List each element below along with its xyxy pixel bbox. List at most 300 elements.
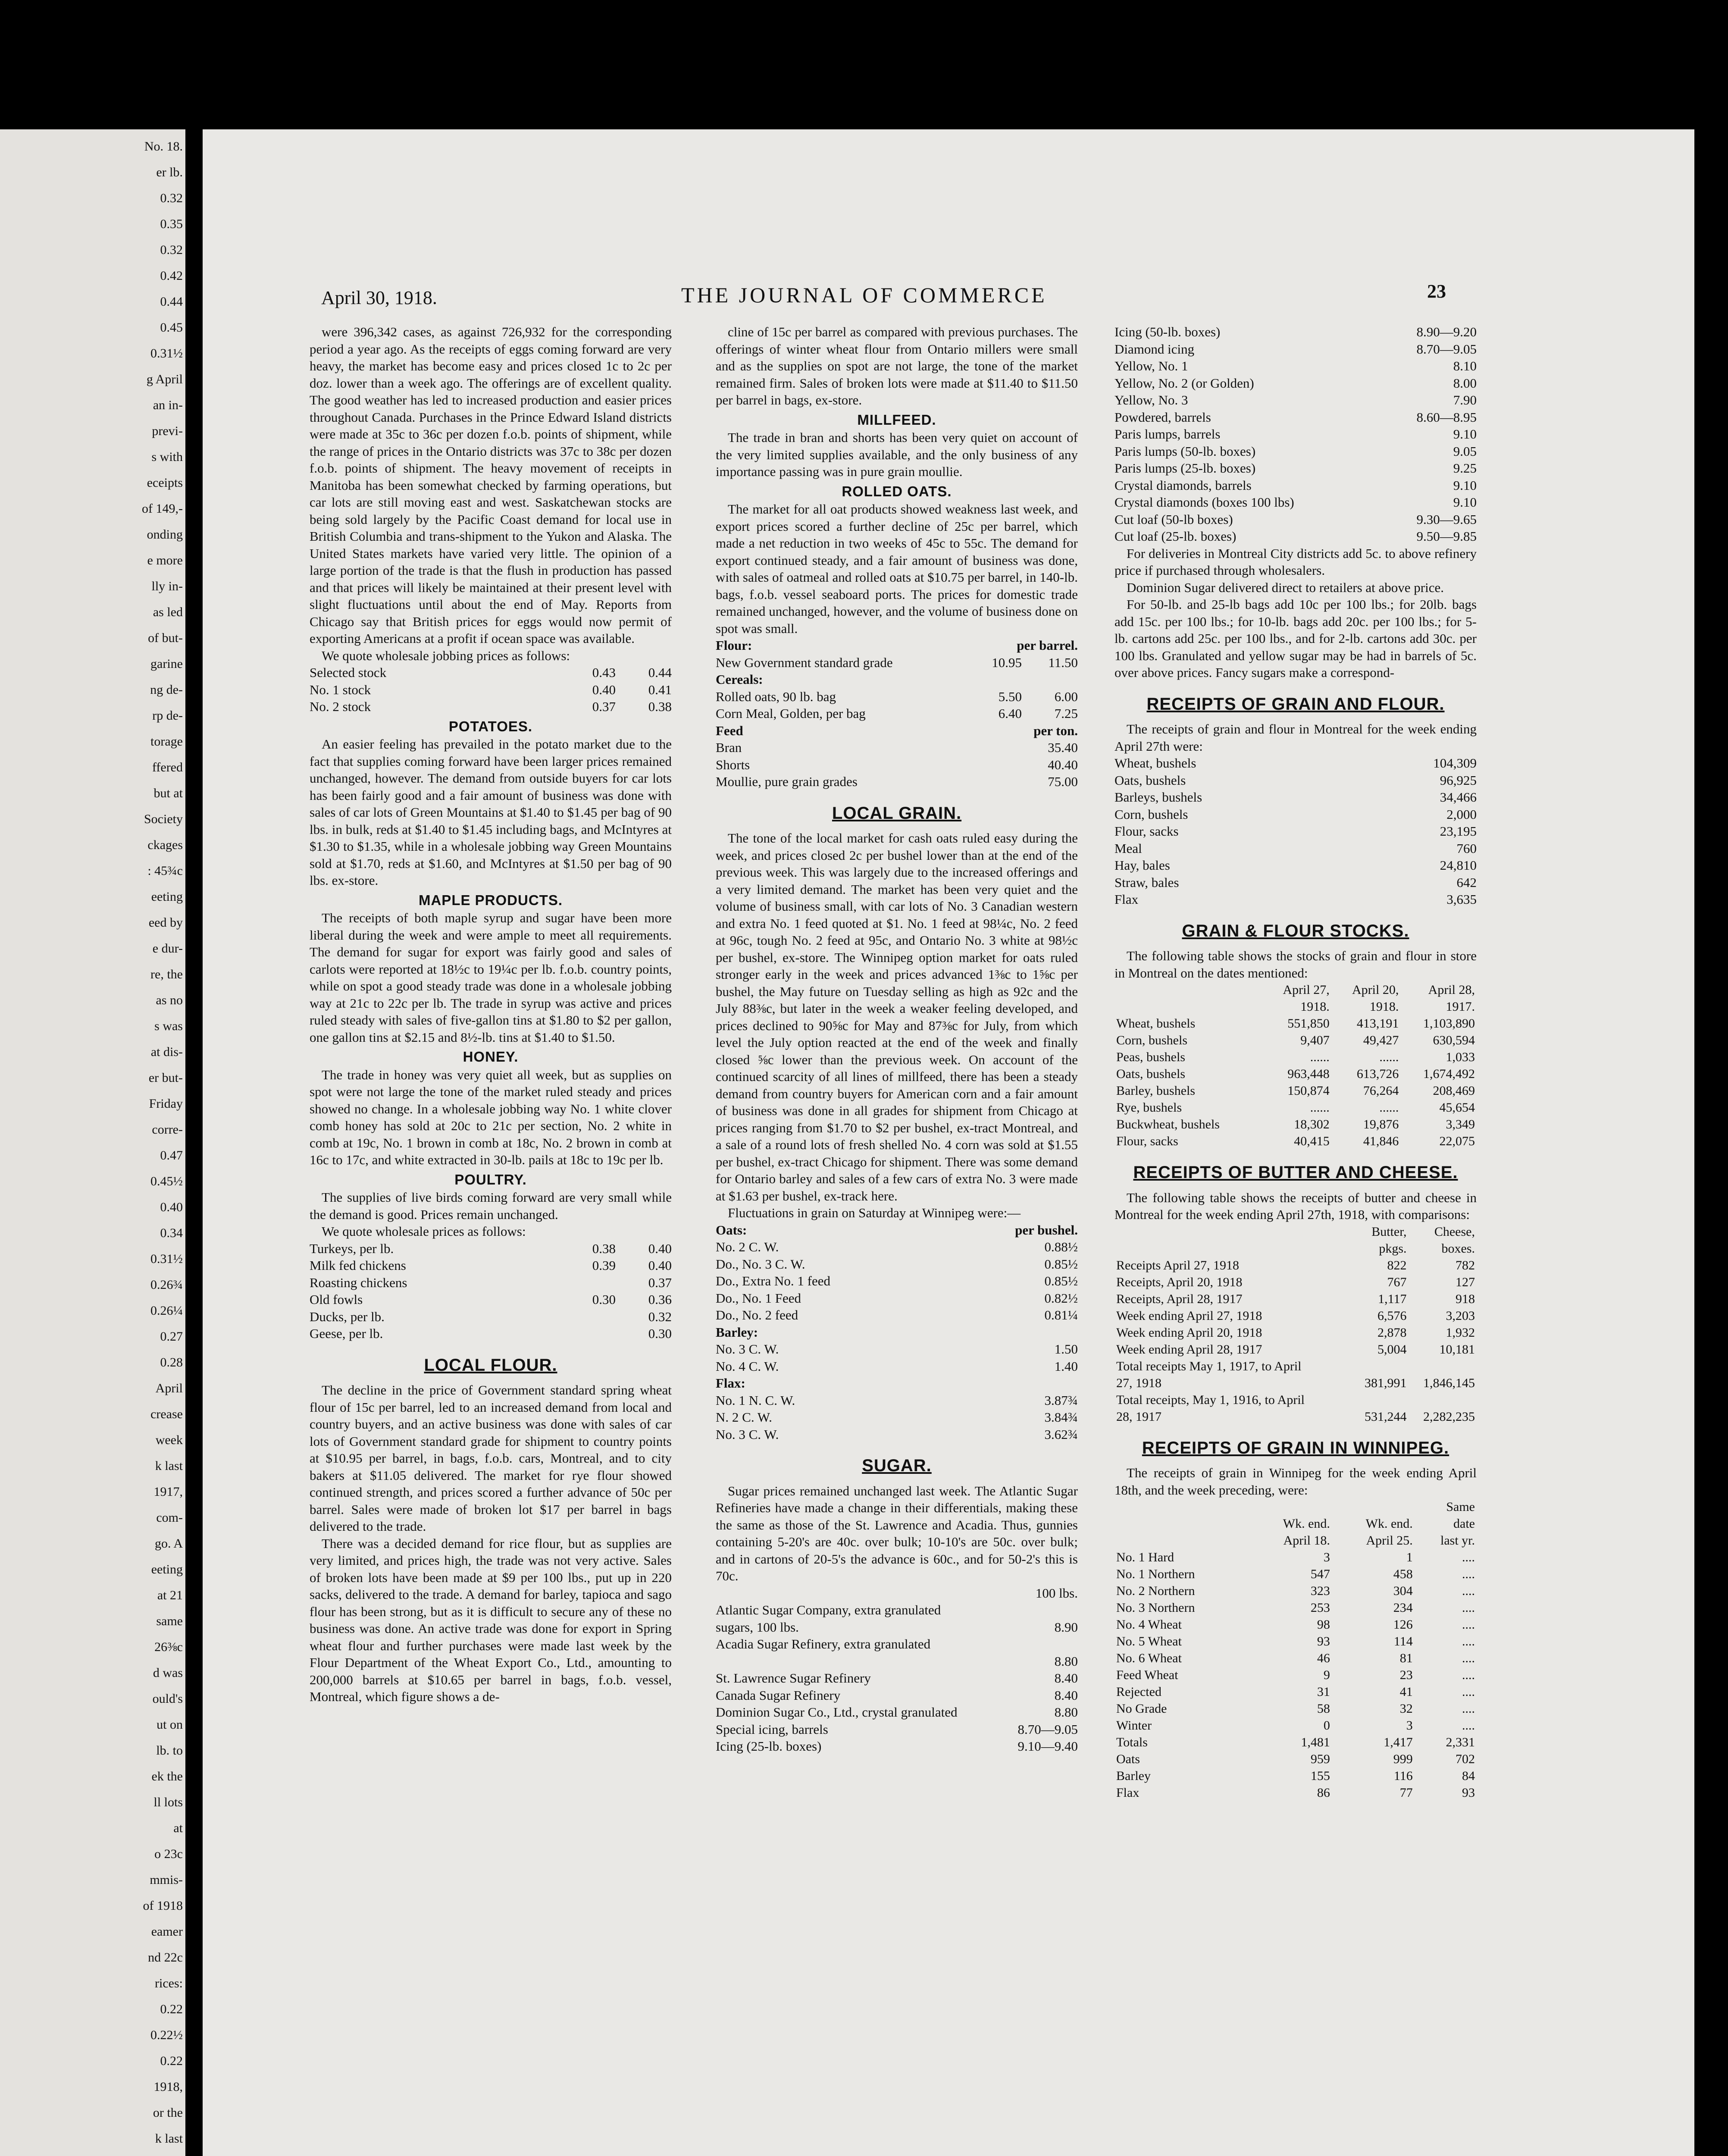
feed-price-list <box>716 739 1078 790</box>
local-flour-paragraph-1: The decline in the price of Government standard spring wheat flour of 15c per barrel, led to an increased demand from local and country buyers, and an active business was done with sales of car lots of Government standard grade for shipment to country points at $10.95 per barrel, in bags, f.o.b. cars, Montreal, and to city bakers at $11.05 delivered. The market for rye flour showed continued strength, and prices scored a further advance of 50c per barrel. Sales were made of broken lot $17 per barrel in bags delivered to the trade. <box>310 1382 672 1534</box>
row-value: 5.50 <box>998 689 1022 704</box>
butter-cheese-intro: The following table shows the receipts of butter and cheese in Montreal for the week ending April 27th, 1918, with comparisons: <box>1114 1190 1477 1222</box>
sugar-price-row <box>1114 494 1477 511</box>
row-label: No. 3 C. W. <box>716 1341 779 1357</box>
table-cell: Buckwheat, bushels <box>1116 1117 1220 1131</box>
table-cell: Receipts, April 28, 1917 <box>1116 1291 1243 1306</box>
adjacent-page-text: 0.28 <box>160 1355 183 1369</box>
oats-subhead: Oats: per bushel. <box>716 1222 1078 1238</box>
poultry-quote-intro: We quote wholesale prices as follows: <box>322 1224 526 1239</box>
millfeed-paragraph: The trade in bran and shorts has been very quiet on account of the very limited supplies available, and the only business of any importance passing was in pure grain moullie. <box>716 430 1078 479</box>
table-cell: 304 <box>1393 1584 1413 1598</box>
adjacent-page-text: corre- <box>152 1122 183 1137</box>
row-value: 3,635 <box>1446 892 1477 907</box>
table-cell: 3 <box>1323 1550 1330 1564</box>
feed-subhead: Feed per ton. <box>716 723 1078 738</box>
receipts-row <box>1114 840 1477 857</box>
butter-cheese-row <box>1114 1257 1477 1274</box>
row-value: 6.00 <box>1054 689 1078 704</box>
adjacent-page-text: 0.42 <box>160 269 183 283</box>
row-label: sugars, 100 lbs. <box>716 1619 799 1635</box>
row-value: 0.44 <box>648 665 672 680</box>
table-cell: 40,415 <box>1294 1134 1330 1148</box>
row-value: 40.40 <box>1048 757 1078 772</box>
row-label: Cut loaf (50-lb boxes) <box>1114 511 1233 527</box>
column-3 <box>1114 323 1477 1801</box>
sugar-price-row <box>1114 443 1477 460</box>
table-cell: .... <box>1462 1702 1475 1716</box>
table-cell: 999 <box>1393 1752 1413 1766</box>
stocks-row <box>1114 1049 1477 1065</box>
row-value: 23,195 <box>1440 824 1477 839</box>
table-header-row <box>1114 981 1477 998</box>
adjacent-page-text: 0.47 <box>160 1148 183 1163</box>
sugar-price-list-continued <box>1114 323 1477 545</box>
adjacent-page-text: but at <box>153 786 183 800</box>
butter-cheese-row <box>1114 1274 1477 1291</box>
row-value: 8.00 <box>1453 375 1477 391</box>
sugar-price-row <box>1114 528 1477 545</box>
row-value: 0.32 <box>648 1309 672 1324</box>
oats-price-row <box>716 1238 1078 1256</box>
table-cell: .... <box>1462 1718 1475 1733</box>
flax-price-list <box>716 1392 1078 1443</box>
table-cell: 531,244 <box>1365 1409 1407 1424</box>
winnipeg-total-row <box>1114 1767 1477 1784</box>
honey-paragraph: The trade in honey was very quiet all week, but as supplies on spot were not large the tone of the market ruled steady and prices showed no change. In a wholesale jobbing way No. 1 white clover comb honey has sold at 20c to 21c per section, No. 2 white in comb at 19c, No. 1 brown in comb at 18c, No. 2 brown in comb at 16c to 17c, and white extracted in 30-lb. pails at 18c to 19c per lb. <box>310 1067 672 1167</box>
butter-cheese-heading: RECEIPTS OF BUTTER AND CHEESE. <box>1133 1163 1458 1182</box>
table-header-cell: Cheese, <box>1434 1224 1475 1239</box>
table-cell: 918 <box>1456 1291 1475 1306</box>
adjacent-page-text: previ- <box>152 424 183 438</box>
table-cell: 9 <box>1323 1668 1330 1682</box>
table-header-cell <box>1114 1240 1352 1257</box>
row-label: Moullie, pure grain grades <box>716 774 858 789</box>
grain-flour-stocks-intro: The following table shows the stocks of grain and flour in store in Montreal on the dates mentioned: <box>1114 948 1477 981</box>
adjacent-page-text: eeting <box>151 1562 183 1576</box>
butter-cheese-row <box>1114 1408 1477 1425</box>
journal-title: THE JOURNAL OF COMMERCE <box>681 283 1047 307</box>
table-cell: 84 <box>1462 1769 1475 1783</box>
butter-cheese-row <box>1114 1307 1477 1324</box>
table-cell <box>1409 1358 1477 1375</box>
adjacent-page-text: Friday <box>149 1097 183 1111</box>
table-header-cell: last yr. <box>1440 1533 1475 1548</box>
row-value: 0.39 <box>592 1258 616 1273</box>
table-cell: 18,302 <box>1294 1117 1330 1131</box>
potatoes-paragraph: An easier feeling has prevailed in the potato market due to the fact that supplies coming forward have been larger prices remained unchanged, however. The demand from outside buyers for car lots has been fairly good and a fair amount of business was done with sales of car lots of Green Mountains at $1.40 to $1.45 per bag of 90 lbs. in bulk, reds at $1.40 to $1.45 including bags, and McIntyres at $1.30 to $1.35, while in a wholesale jobbing way Green Mountains sold at $1.70, reds at $1.60, and McIntyres at $1.50 per bag of 90 lbs. ex-store. <box>310 736 672 888</box>
sugar-bag-note: For 50-lb. and 25-lb bags add 10c per 100 lbs.; for 20lb. bags add 15c. per 100 lbs.; for 10-lb. bags add 20c. per 100 lbs.; for 5-lb. cartons add 25c. per 100 lbs., and for 2-lb. cartons add 30c. per 100 lbs. Granulated and yellow sugar may be had in barrels of 5c. over above prices. Fancy sugars make a correspond- <box>1114 597 1477 680</box>
table-cell: 41,846 <box>1363 1134 1399 1148</box>
sugar-heading: SUGAR. <box>862 1456 932 1475</box>
rolled-oats-paragraph: The market for all oat products showed weakness last week, and export prices scored a further decline of 25c per barrel, which made a net reduction in two weeks of 45c to 55c. The demand for export continued steady, and a fair amount of business was done, with sales of oatmeal and rolled oats at $10.75 per barrel, in 140-lb. bags, f.o.b. vessel seaboard ports. The prices for domestic trade remained unchanged, however, and the volume of business done on spot was small. <box>716 501 1078 636</box>
sugar-paragraph: Sugar prices remained unchanged last week. The Atlantic Sugar Refineries have made a change in their differentials, making these the same as those of the St. Lawrence and Acadia. Thus, gunnies containing 5-20's are 40c. over bulk; 10-10's are 50c. over bulk; and in cartons of 20-5's the advance is 60c., and for 50-2's this is 70c. <box>716 1483 1078 1583</box>
row-value: 0.36 <box>648 1292 672 1307</box>
adjacent-page-text: 0.34 <box>160 1226 183 1240</box>
table-cell: 98 <box>1317 1617 1330 1632</box>
table-cell: 1,932 <box>1446 1325 1475 1340</box>
row-value <box>1005 1636 1078 1653</box>
row-label: Corn, bushels <box>1114 806 1188 822</box>
table-cell: 1,481 <box>1301 1735 1330 1749</box>
table-cell: 381,991 <box>1365 1376 1407 1390</box>
poultry-price-row <box>310 1291 672 1308</box>
adjacent-page-text: 0.26¾ <box>150 1278 183 1292</box>
adjacent-page-text: at <box>173 1821 183 1835</box>
row-value: 8.40 <box>1054 1687 1078 1703</box>
maple-heading: MAPLE PRODUCTS. <box>418 892 563 908</box>
row-label: Flax <box>1114 892 1139 907</box>
table-header-cell: April 27, <box>1283 983 1330 997</box>
table-cell: ...... <box>1310 1100 1330 1115</box>
row-label: Shorts <box>716 757 750 772</box>
sugar-price-row <box>716 1636 1078 1653</box>
flax-subhead: Flax: <box>716 1376 745 1391</box>
table-cell: 0 <box>1323 1718 1330 1733</box>
adjacent-page-text: 0.27 <box>160 1329 183 1344</box>
row-label: Crystal diamonds, barrels <box>1114 477 1252 493</box>
column-2 <box>716 323 1078 1755</box>
adjacent-page-text: ffered <box>152 760 183 774</box>
column-1 <box>310 323 672 1705</box>
poultry-price-row <box>310 1257 672 1274</box>
table-cell: Receipts April 27, 1918 <box>1116 1258 1239 1272</box>
adjacent-page-text: go. A <box>154 1536 183 1551</box>
table-cell: 782 <box>1456 1258 1475 1272</box>
sugar-price-row <box>716 1704 1078 1721</box>
row-value: 104,309 <box>1433 755 1477 771</box>
adjacent-page-text: 0.45 <box>160 320 183 335</box>
winnipeg-row <box>1114 1616 1477 1633</box>
adjacent-page-text: rices: <box>155 1976 183 1990</box>
table-cell: .... <box>1462 1651 1475 1665</box>
adjacent-page-text: s with <box>151 450 183 464</box>
adjacent-page-text: 1918, <box>153 2080 183 2094</box>
row-value <box>1005 1601 1078 1619</box>
row-label: Roasting chickens <box>310 1275 407 1290</box>
sugar-price-row <box>716 1721 1078 1738</box>
feed-price-row <box>716 739 1078 756</box>
table-cell: 3,349 <box>1446 1117 1475 1131</box>
table-cell: Rejected <box>1116 1685 1161 1699</box>
table-cell: 28, 1917 <box>1116 1409 1161 1424</box>
table-header-cell <box>1114 998 1262 1015</box>
row-value: 35.40 <box>1048 740 1078 755</box>
sugar-price-row <box>1114 357 1477 375</box>
table-header-row <box>1114 1532 1477 1549</box>
table-header-row <box>1114 998 1477 1015</box>
table-header-cell: Wk. end. <box>1283 1517 1330 1531</box>
winnipeg-row <box>1114 1583 1477 1599</box>
adjacent-page-text: nd 22c <box>148 1950 183 1965</box>
row-label: Selected stock <box>310 665 387 680</box>
row-label: Paris lumps (25-lb. boxes) <box>1114 461 1256 476</box>
row-label: Do., No. 1 Feed <box>716 1290 801 1306</box>
row-value: 9.10 <box>1453 477 1477 493</box>
table-cell: 76,264 <box>1363 1084 1399 1098</box>
winnipeg-row <box>1114 1700 1477 1717</box>
winnipeg-fluctuations-intro: Fluctuations in grain on Saturday at Winnipeg were:— <box>728 1205 1021 1220</box>
row-value: 9.10 <box>1453 495 1477 510</box>
row-label: Icing (25-lb. boxes) <box>716 1739 822 1754</box>
row-label: Ducks, per lb. <box>310 1309 385 1324</box>
barley-price-row <box>716 1358 1078 1375</box>
row-value: 9.30—9.65 <box>1416 511 1477 527</box>
stocks-row <box>1114 1032 1477 1049</box>
winnipeg-row <box>1114 1650 1477 1667</box>
table-cell: Total receipts, May 1, 1916, to April <box>1116 1392 1305 1407</box>
flax-price-row <box>716 1392 1078 1409</box>
table-cell: 116 <box>1393 1769 1413 1783</box>
receipts-grain-flour-list <box>1114 755 1477 908</box>
winnipeg-row <box>1114 1599 1477 1616</box>
winnipeg-row <box>1114 1566 1477 1583</box>
table-cell: 3 <box>1406 1718 1413 1733</box>
table-cell: Oats <box>1116 1752 1140 1766</box>
table-cell: 45,654 <box>1439 1100 1475 1115</box>
local-flour-paragraph-2: There was a decided demand for rice flour, but as supplies are very limited, and prices high, the trade was not very active. Sales of broken lots have been made at $9 per 100 lbs., put up in 220 sacks, delivered to the trade. A demand for barley, tapioca and sago flour has been strong, but as it is difficult to secure any of these no business was done. An active trade was done for export in Spring wheat flour and further purchases were made last week by the Flour Department of the Wheat Export Co., Ltd., amounting to 200,000 barrels at $10.65 per barrel in bags, f.o.b. vessel, Montreal, which figure shows a de- <box>310 1536 672 1704</box>
row-label: Yellow, No. 3 <box>1114 392 1188 407</box>
winnipeg-row <box>1114 1683 1477 1700</box>
eggs-price-row <box>310 698 672 715</box>
local-grain-paragraph: The tone of the local market for cash oats ruled easy during the week, and prices closed 2c per bushel lower than at the end of the previous week. This was largely due to the increased offerings and a very limited demand. The market has been very quiet and the volume of business small, with car lots of No. 3 Canadian western and extra No. 1 feed quoted at $1. No. 1 feed at 98¼c, No. 2 feed at 96c, tough No. 2 feed at 95c, and Ontario No. 3 white at 98½c per bushel, ex-store. The Winnipeg option market for oats ruled stronger early in the week and prices advanced 1⅜c to 1⅝c per bushel, the May future on Tuesday selling as high as 92c and the July 88⅜c, but later in the week a weaker feeling developed, and prices declined to 90⅝c for May and 87⅜c for July, from which level the July option reacted at the end of the week and finally closed ⅝c lower than the previous week. On account of the continued scarcity of all lines of millfeed, there has been a steady demand from country buyers for American corn and a fair amount of business was done in all grades for shipment from Chicago at prices ranging from $1.70 to $2 per bushel, ex-tract Montreal, and a sale of a round lots of fresh shelled No. 4 corn was sold at $1.55 per bushel, ex-tract Chicago for shipment. There was some demand for Ontario barley and sales of a few cars of extra No. 3 were made at $1.63 per bushel, ex-track here. <box>716 830 1078 1203</box>
row-label: Do., Extra No. 1 feed <box>716 1273 830 1288</box>
adjacent-page-text: eeting <box>151 890 183 904</box>
row-label: No. 2 stock <box>310 699 371 714</box>
table-cell: No. 6 Wheat <box>1116 1651 1182 1665</box>
table-cell: Week ending April 28, 1917 <box>1116 1342 1262 1357</box>
row-value: 8.80 <box>1054 1653 1078 1669</box>
adjacent-page-text: o 23c <box>154 1847 183 1861</box>
table-cell: 3,203 <box>1446 1308 1475 1323</box>
table-header-cell: boxes. <box>1441 1241 1475 1256</box>
table-cell: Oats, bushels <box>1116 1067 1185 1081</box>
row-value: 9.25 <box>1453 461 1477 476</box>
stocks-row <box>1114 1133 1477 1150</box>
oats-price-row <box>716 1256 1078 1273</box>
butter-cheese-table <box>1114 1223 1477 1425</box>
poultry-price-row <box>310 1274 672 1291</box>
row-value: 0.41 <box>648 682 672 697</box>
adjacent-page-text: er but- <box>148 1071 183 1085</box>
adjacent-page-text: 0.22½ <box>150 2028 183 2042</box>
adjacent-page-text: same <box>156 1614 183 1628</box>
row-value: 7.25 <box>1054 706 1078 721</box>
barley-price-row <box>716 1341 1078 1358</box>
flour-continued-paragraph: cline of 15c per barrel as compared with previous purchases. The offerings of winter wheat flour from Ontario millers were small and as the supplies on spot are not large, the tone of the market remained firm. Sales of broken lots were made at $11.40 to $11.50 per barrel in bags, ex-store. <box>716 324 1078 407</box>
table-cell: No. 4 Wheat <box>1116 1617 1182 1632</box>
table-cell: 2,331 <box>1446 1735 1475 1749</box>
rolled-oats-heading: ROLLED OATS. <box>842 483 952 499</box>
adjacent-page-text: 0.31½ <box>150 346 183 360</box>
table-cell: Rye, bushels <box>1116 1100 1182 1115</box>
sugar-price-row <box>716 1670 1078 1687</box>
table-cell: 126 <box>1393 1617 1413 1632</box>
butter-cheese-row <box>1114 1375 1477 1391</box>
table-cell: Winter <box>1116 1718 1152 1733</box>
table-cell <box>1352 1358 1409 1375</box>
dominion-sugar-note: Dominion Sugar delivered direct to retailers at above price. <box>1127 580 1444 595</box>
receipts-row <box>1114 823 1477 840</box>
table-cell: Barley <box>1116 1769 1151 1783</box>
row-label: No. 3 C. W. <box>716 1426 779 1442</box>
maple-paragraph: The receipts of both maple syrup and sugar have been more liberal during the week and were ample to meet all requirements. The demand for sugar for export was fairly good and sales of carlots were reported at 18½c to 19¼c per lb. f.o.b. country points, while on spot a good steady trade was done in a wholesale jobbing way at 21c to 22c per lb. The trade in syrup was active and prices ruled steady with sales of five-gallon tins at $1.80 to $2 per gallon, one gallon tins at $2.15 and 8½-lb. tins at $1.40 to $1.50. <box>310 910 672 1045</box>
poultry-price-row <box>310 1308 672 1326</box>
row-value: 0.40 <box>648 1241 672 1256</box>
receipts-row <box>1114 857 1477 874</box>
table-cell: 150,874 <box>1287 1084 1330 1098</box>
row-value: 6.40 <box>998 706 1022 721</box>
row-label: Paris lumps (50-lb. boxes) <box>1114 443 1256 459</box>
table-cell: 1,033 <box>1446 1050 1475 1064</box>
table-cell: 2,878 <box>1377 1325 1407 1340</box>
receipts-row <box>1114 772 1477 789</box>
table-cell: .... <box>1462 1668 1475 1682</box>
row-value: 8.10 <box>1453 358 1477 373</box>
table-cell: 19,876 <box>1363 1117 1399 1131</box>
row-label: Powdered, barrels <box>1114 409 1211 425</box>
oats-price-row <box>716 1272 1078 1290</box>
row-label: No. 1 stock <box>310 682 371 697</box>
adjacent-page-text: d was <box>153 1666 183 1680</box>
adjacent-page-text: lb. to <box>156 1743 183 1758</box>
table-header-cell <box>1114 1532 1249 1549</box>
sugar-price-row <box>716 1619 1078 1636</box>
row-label: Corn Meal, Golden, per bag <box>716 706 866 721</box>
row-value: 3.84¾ <box>1044 1410 1078 1425</box>
table-cell: 81 <box>1399 1651 1413 1665</box>
table-cell: 93 <box>1462 1786 1475 1800</box>
row-value <box>560 1325 616 1342</box>
table-cell: 10,181 <box>1439 1342 1475 1357</box>
row-label: St. Lawrence Sugar Refinery <box>716 1670 871 1686</box>
row-value: 2,000 <box>1446 806 1477 822</box>
table-cell: 49,427 <box>1363 1033 1399 1047</box>
row-value: 3.87¾ <box>1044 1392 1078 1408</box>
eggs-quote-intro: We quote wholesale jobbing prices as follows: <box>322 648 570 663</box>
row-label: Turkeys, per lb. <box>310 1241 394 1256</box>
sugar-price-row <box>716 1601 1078 1619</box>
row-label: No. 2 C. W. <box>716 1239 779 1254</box>
adjacent-page-text: k last <box>155 1459 183 1473</box>
receipts-grain-flour-heading: RECEIPTS OF GRAIN AND FLOUR. <box>1146 694 1445 714</box>
adjacent-page-text: 0.32 <box>160 191 183 205</box>
table-cell: .... <box>1462 1634 1475 1648</box>
winnipeg-total-row <box>1114 1751 1477 1767</box>
table-cell: 1,846,145 <box>1423 1376 1475 1390</box>
table-cell: 630,594 <box>1433 1033 1475 1047</box>
sugar-price-list <box>716 1601 1078 1755</box>
table-header-cell: April 20, <box>1352 983 1399 997</box>
row-value: 0.40 <box>592 682 616 697</box>
adjacent-page-text: 0.22 <box>160 2002 183 2016</box>
table-cell: Barley, bushels <box>1116 1084 1196 1098</box>
row-label: Diamond icing <box>1114 341 1195 357</box>
row-value: 8.60—8.95 <box>1416 409 1477 425</box>
row-value: 8.70—9.05 <box>1017 1721 1078 1737</box>
table-cell: ...... <box>1379 1100 1399 1115</box>
flax-price-row <box>716 1426 1078 1443</box>
receipts-row <box>1114 789 1477 806</box>
table-cell: 58 <box>1317 1702 1330 1716</box>
sugar-price-row <box>716 1687 1078 1704</box>
feed-price-row <box>716 756 1078 774</box>
table-header-cell: April 28, <box>1428 983 1475 997</box>
eggs-price-list <box>310 664 672 715</box>
flour-subhead: Flour: per barrel. <box>716 638 1078 653</box>
sugar-price-row <box>716 1738 1078 1755</box>
adjacent-page-text: 0.22 <box>160 2054 183 2068</box>
row-label <box>716 1653 1005 1670</box>
table-header-cell <box>1114 1498 1249 1515</box>
row-value: 0.40 <box>648 1258 672 1273</box>
row-label: Hay, bales <box>1114 858 1170 873</box>
table-cell: 822 <box>1387 1258 1407 1272</box>
adjacent-page-text: at dis- <box>150 1045 183 1059</box>
stocks-row <box>1114 1015 1477 1032</box>
adjacent-page-text: ek the <box>151 1769 183 1783</box>
adjacent-page-text: 0.31½ <box>150 1252 183 1266</box>
adjacent-page-text: er lb. <box>156 165 183 179</box>
row-value: 0.85½ <box>1044 1273 1078 1288</box>
row-value: 3.62¾ <box>1044 1426 1078 1442</box>
flax-price-row <box>716 1409 1078 1426</box>
row-value: 75.00 <box>1048 774 1078 789</box>
stocks-row <box>1114 1099 1477 1116</box>
page-number: 23 <box>1427 281 1446 302</box>
adjacent-page-text: of but- <box>148 631 183 645</box>
adjacent-page-text: ng de- <box>150 683 183 697</box>
row-label: Yellow, No. 2 (or Golden) <box>1114 375 1254 391</box>
table-header-cell: pkgs. <box>1379 1241 1407 1256</box>
adjacent-page-text: as no <box>156 993 183 1007</box>
table-cell: .... <box>1462 1567 1475 1581</box>
table-cell: ...... <box>1379 1050 1399 1064</box>
table-header-cell: 1917. <box>1446 1000 1475 1014</box>
adjacent-page-text: No. 18. <box>144 139 183 154</box>
adjacent-page-text: : 45¾c <box>147 864 183 878</box>
butter-cheese-row <box>1114 1358 1477 1375</box>
row-value: 9.50—9.85 <box>1416 529 1477 544</box>
table-cell: No. 1 Hard <box>1116 1550 1174 1564</box>
row-value: 24,810 <box>1440 858 1477 873</box>
row-label: Dominion Sugar Co., Ltd., crystal granulated <box>716 1705 958 1720</box>
table-cell: .... <box>1462 1601 1475 1615</box>
row-label: Meal <box>1114 840 1142 856</box>
table-cell: 1,417 <box>1384 1735 1413 1749</box>
sugar-unit-row: 100 lbs. <box>1035 1585 1078 1601</box>
table-cell: ...... <box>1310 1050 1330 1064</box>
poultry-paragraph: The supplies of live birds coming forward are very small while the demand is good. Prices remain unchanged. <box>310 1190 672 1222</box>
grain-flour-stocks-table <box>1114 981 1477 1150</box>
adjacent-page-text: eamer <box>151 1924 183 1939</box>
row-value: 0.81¼ <box>1044 1307 1078 1322</box>
table-cell: 963,448 <box>1287 1067 1330 1081</box>
eggs-price-row <box>310 681 672 699</box>
row-value: 0.43 <box>592 665 616 680</box>
table-cell: 767 <box>1387 1275 1407 1289</box>
barley-price-list <box>716 1341 1078 1375</box>
table-cell: No Grade <box>1116 1702 1167 1716</box>
winnipeg-row <box>1114 1667 1477 1683</box>
winnipeg-receipts-heading: RECEIPTS OF GRAIN IN WINNIPEG. <box>1142 1438 1449 1457</box>
winnipeg-row <box>1114 1549 1477 1566</box>
adjacent-page-text: torage <box>150 734 183 749</box>
row-label: No. 1 N. C. W. <box>716 1392 795 1408</box>
table-header-cell: Same <box>1446 1500 1475 1514</box>
table-cell: 41 <box>1399 1685 1413 1699</box>
row-value: 8.40 <box>1054 1670 1078 1686</box>
